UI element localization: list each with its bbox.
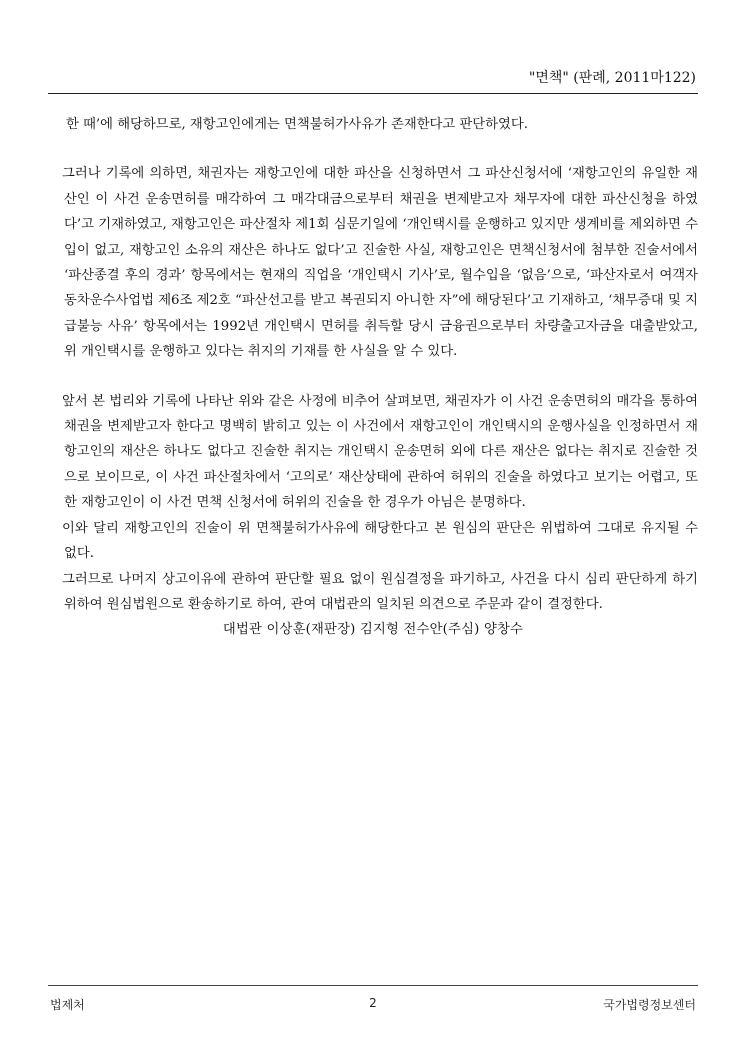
paragraph-2: 그러나 기록에 의하면, 채권자는 재항고인에 대한 파산을 신청하면서 그 파산신청서에 ‘재항고인의 유일한 재산인 이 사건 운송면허를 매각하여 그 매각대금으로부터 채권을 변제받고자 채무자에 대한 파산신청을 하였다’고 기재하였고, 재항고인은 파산절차 제1회 심문기일에 ‘개인택시를 운행하고 있지만 생계비를 제외하면 수입이 없고, 재항고인 소유의 재산은 하나도 없다’고 진술한 사실, 재항고인은 면책신청서에 첨부한 진술서에서 ‘파산종결 후의 경과’ 항목에서는 현재의 직업을 ‘개인택시 기사’로, 월수입을 ‘없음’으로, ‘파산자로서 여객자동차운수사업법 제6조 제2호 “파산선고를 받고 복권되지 아니한 자”에 해당된다’고 기재하고, ‘채무증대 및 지급불능 사유’ 항목에서는 1992년 개인택시 면허를 취득할 당시 금융권으로부터 차량출고자금을 대출받았고, 위 개인택시를 운행하고 있다는 취지의 기재를 한 사실을 알 수 있다. bbox=[62, 166, 698, 360]
paragraph-4: 이와 달리 재항고인의 진술이 위 면책불허가사유에 해당한다고 본 원심의 판단은 위법하여 그대로 유지될 수 없다. bbox=[62, 520, 698, 562]
footer-divider bbox=[48, 985, 698, 986]
paragraph-1: 한 때’에 해당하므로, 재항고인에게는 면책불허가사유가 존재한다고 판단하였다. bbox=[66, 117, 528, 132]
document-body bbox=[48, 112, 698, 643]
footer-source: 법제처 bbox=[50, 998, 85, 1012]
footer-publisher: 국가법령정보센터 bbox=[603, 998, 696, 1012]
paragraph-5: 그러므로 나머지 상고이유에 관하여 판단할 필요 없이 원심결정을 파기하고, 사건을 다시 심리 판단하게 하기 위하여 원심법원으로 환송하기로 하여, 관여 대법관의 일치된 의견으로 주문과 같이 결정한다. bbox=[62, 571, 698, 612]
paragraph-3: 앞서 본 법리와 기록에 나타난 위와 같은 사정에 비추어 살펴보면, 채권자가 이 사건 운송면허의 매각을 통하여 채권을 변제받고자 한다고 명백히 밝히고 있는 이 사건에서 재항고인이 개인택시의 운행사실을 인정하면서 재항고인의 재산은 하나도 없다고 진술한 취지는 개인택시 운송면허 외에 다른 재산은 없다는 취지로 진술한 것으로 보이므로, 이 사건 파산절차에서 ‘고의로’ 재산상태에 관하여 허위의 진술을 하였다고 보기는 어렵고, 또한 재항고인이 이 사건 면책 신청서에 허위의 진술을 한 경우가 아님은 분명하다. bbox=[62, 393, 698, 511]
page-number: 2 bbox=[369, 996, 377, 1010]
document-header-title: "면책" (판례, 2011마122) bbox=[528, 70, 696, 86]
signature-line: 대법관 이상훈(재판장) 김지형 전수안(주심) 양창수 bbox=[222, 622, 524, 638]
header-divider bbox=[48, 93, 698, 94]
